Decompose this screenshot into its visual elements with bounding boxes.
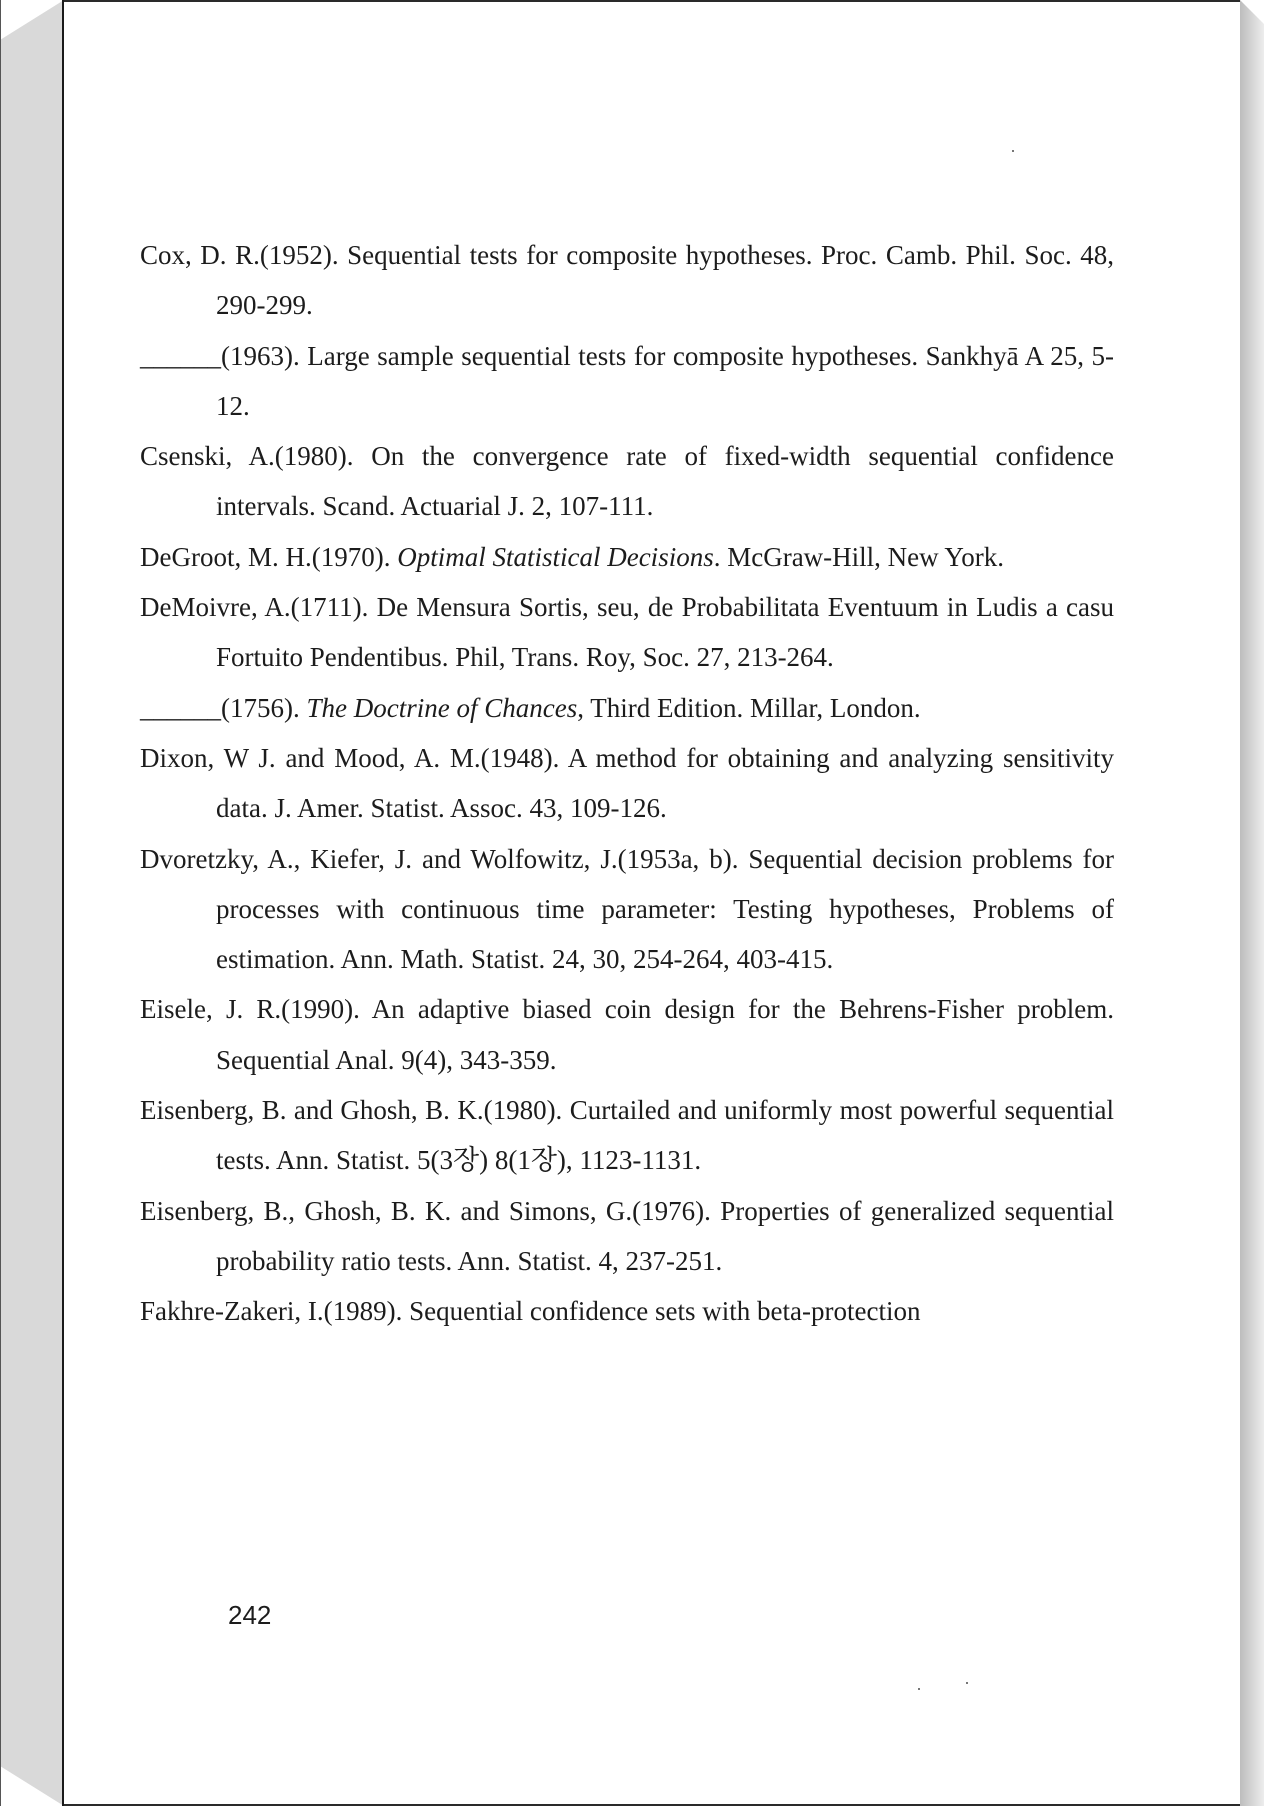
reference-suffix: , Third Edition. Millar, London. (577, 692, 921, 723)
reference-entry: Csenski, A.(1980). On the convergence rate of fixed-width sequential confidence intervals. Scand. Actuarial J. 2, 107-111. (140, 441, 1114, 522)
reference-entry: Dvoretzky, A., Kiefer, J. and Wolfowitz, J.(1953a, b). Sequential decision problems for processes with continuous time parameter: Testing hypotheses, Problems of estimation. Ann. Math. Statist. 24, 30, 254-264, 403-415. (140, 843, 1114, 975)
reference-prefix: DeGroot, M. H.(1970). (140, 541, 398, 572)
reference-entry: ______(1963). Large sample sequential tests for composite hypotheses. Sankhyā A 25, 5-12. (140, 340, 1114, 421)
book-spine (0, 0, 64, 1806)
reference-entry: Dixon, W J. and Mood, A. M.(1948). A method for obtaining and analyzing sensitivity data. J. Amer. Statist. Assoc. 43, 109-126. (140, 742, 1114, 824)
page-shadow (1240, 0, 1264, 1806)
spine-bottom-bevel (0, 1766, 64, 1806)
reference-book-title: Optimal Statistical Decisions (397, 541, 714, 572)
reference-entry (140, 532, 1114, 582)
scan-speck (1012, 150, 1014, 152)
scan-speck (966, 1682, 968, 1684)
reference-entry: Cox, D. R.(1952). Sequential tests for composite hypotheses. Proc. Camb. Phil. Soc. 48, 290-299. (140, 240, 1114, 321)
reference-entry: Eisenberg, B. and Ghosh, B. K.(1980). Curtailed and uniformly most powerful sequential tests. Ann. Statist. 5(3장) 8(1장), 1123-1131. (140, 1095, 1114, 1176)
reference-suffix: . McGraw-Hill, New York. (713, 541, 1004, 572)
reference-list (140, 230, 1114, 1337)
page-number: 242 (228, 1600, 272, 1630)
reference-book-title: The Doctrine of Chances (306, 692, 578, 723)
spine-outline (0, 0, 1, 1806)
page-shadow-corner (1240, 0, 1264, 24)
reference-entry (140, 683, 1114, 733)
reference-entry: Fakhre-Zakeri, I.(1989). Sequential confidence sets with beta-protection (140, 1296, 921, 1327)
scan-speck (918, 1688, 920, 1690)
reference-entry: DeMoivre, A.(1711). De Mensura Sortis, seu, de Probabilitata Eventuum in Ludis a casu Fortuito Pendentibus. Phil, Trans. Roy, Soc. 27, 213-264. (140, 592, 1114, 673)
reference-entry: Eisele, J. R.(1990). An adaptive biased coin design for the Behrens-Fisher problem. Sequential Anal. 9(4), 343-359. (140, 994, 1114, 1075)
spine-top-bevel (0, 0, 64, 40)
reference-entry: Eisenberg, B., Ghosh, B. K. and Simons, G.(1976). Properties of generalized sequential probability ratio tests. Ann. Statist. 4, 237-251. (140, 1195, 1114, 1276)
reference-prefix: ______(1756). (140, 692, 307, 723)
